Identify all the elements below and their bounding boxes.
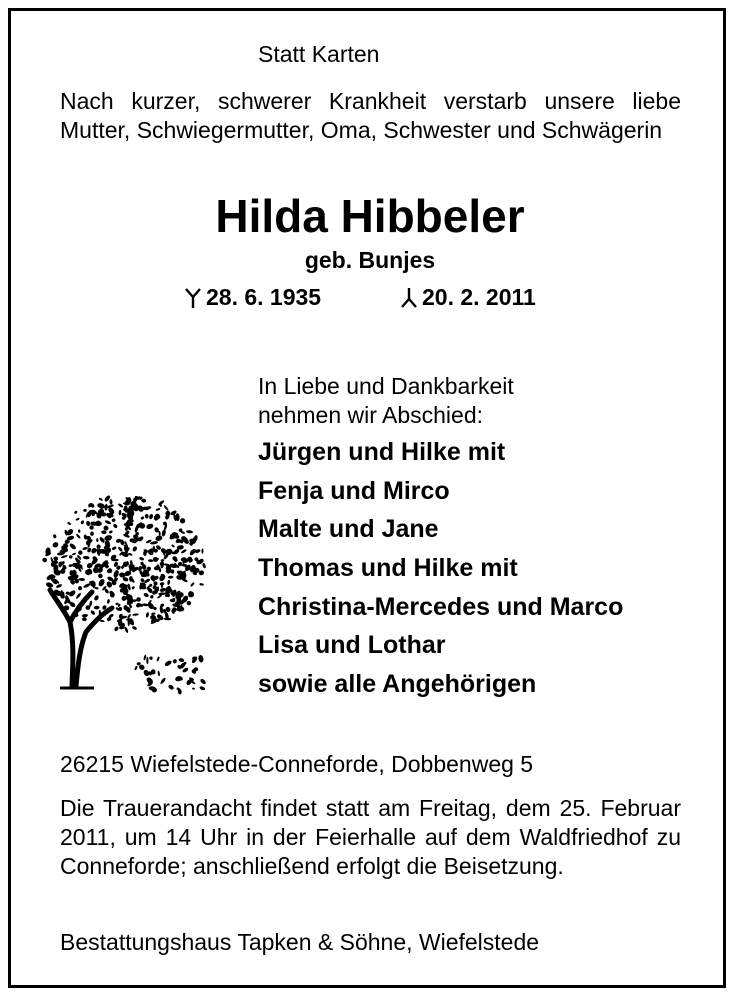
farewell-text (258, 372, 514, 430)
life-rune-icon (184, 288, 202, 308)
mourner-item: Malte und Jane (258, 515, 439, 544)
undertaker: Bestattungshaus Tapken & Söhne, Wiefelstede (60, 929, 540, 955)
address: 26215 Wiefelstede-Conneforde, Dobbenweg 5 (60, 751, 534, 777)
death-rune-icon (400, 288, 418, 308)
death-date-line (400, 283, 536, 312)
header-statt-karten: Statt Karten (258, 41, 380, 67)
mourner-item: Thomas und Hilke mit (258, 554, 518, 583)
tree-illustration (36, 482, 221, 707)
death-date: 20. 2. 2011 (422, 284, 536, 310)
maiden-name: geb. Bunjes (304, 247, 436, 273)
mourner-item: Fenja und Mirco (258, 476, 450, 505)
farewell-line-1: In Liebe und Dankbarkeit (258, 373, 514, 399)
farewell-line-2: nehmen wir Abschied: (258, 402, 484, 428)
mourners-list (258, 434, 623, 705)
mourner-item: Lisa und Lothar (258, 631, 446, 660)
mourner-item: Christina-Mercedes und Marco (258, 592, 624, 621)
service-text: Die Trauerandacht findet statt am Freitag, dem 25. Februar 2011, um 14 Uhr in der Feierhalle auf dem Waldfriedhof zu Conneforde; anschließend erfolgt die Beisetzung. (60, 795, 681, 879)
mourner-item: Jürgen und Hilke mit (258, 438, 506, 466)
birth-date-line (184, 283, 321, 312)
tree-icon (36, 482, 221, 702)
birth-date: 28. 6. 1935 (206, 284, 322, 310)
deceased-name: Hilda Hibbeler (215, 190, 525, 242)
mourner-item: sowie alle Angehörigen (258, 670, 537, 699)
intro-text: Nach kurzer, schwerer Krankheit verstarb unsere liebe Mutter, Schwiegermutter, Oma, Schwester und Schwägerin (60, 88, 681, 143)
